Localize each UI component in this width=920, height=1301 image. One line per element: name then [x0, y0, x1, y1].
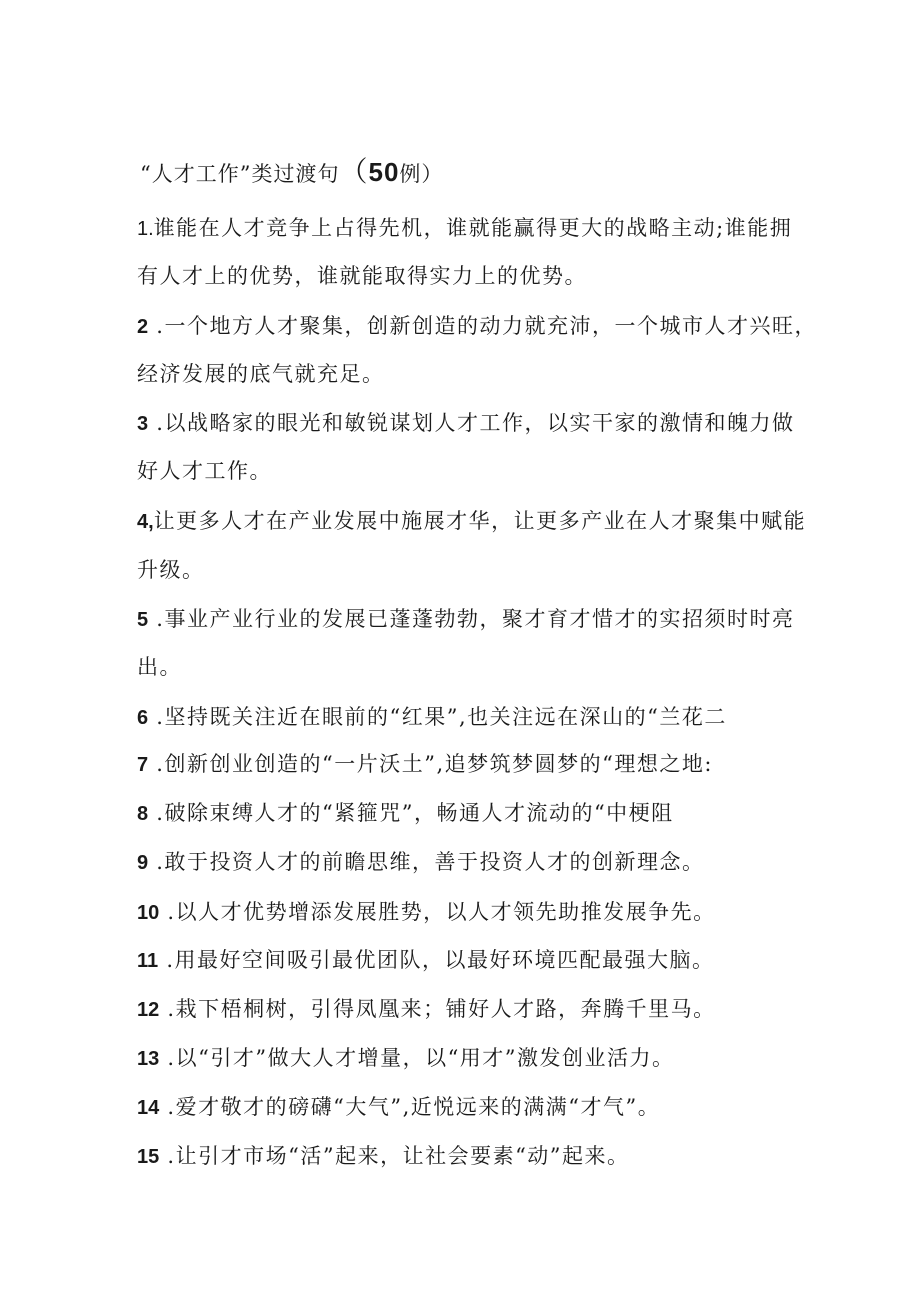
item-text: .以人才优势增添发展胜势，以人才领先助推发展争先。 — [159, 900, 716, 924]
item-text: .事业产业行业的发展已蓬蓬勃勃，聚才育才惜才的实招须时时亮 — [148, 607, 795, 631]
item-text: .一个地方人才聚集，创新创造的动力就充沛，一个城市人才兴旺， — [148, 314, 817, 338]
item-number: 14 — [137, 1097, 160, 1119]
list-item-line — [137, 993, 716, 1023]
list-item-line — [137, 505, 806, 535]
document-title — [140, 150, 443, 190]
item-text: .敢于投资人才的前瞻思维，善于投资人才的创新理念。 — [148, 850, 705, 874]
list-item-line — [137, 846, 704, 876]
item-text: 谁能在人才竞争上占得先机，谁就能赢得更大的战略主动;谁能拥 — [153, 216, 793, 240]
list-item-line — [137, 310, 817, 340]
list-item-line — [137, 260, 587, 290]
item-number: 7 — [137, 754, 149, 776]
title-open-paren: （ — [339, 155, 369, 188]
list-item-line — [137, 455, 272, 485]
item-text: .坚持既关注近在眼前的“红果”,也关注远在深山的“兰花二 — [148, 705, 727, 729]
item-text: 经济发展的底气就充足。 — [137, 362, 385, 386]
title-suffix: 例） — [399, 162, 444, 186]
item-number: 11 — [137, 950, 159, 972]
item-number: 8 — [137, 803, 149, 825]
list-item-line — [137, 407, 794, 437]
item-number: 15 — [137, 1146, 160, 1168]
item-number: 9 — [137, 852, 149, 874]
item-number: 3 — [137, 413, 149, 435]
item-text: .创新创业创造的“一片沃土”,追梦筑梦圆梦的“理想之地: — [148, 752, 713, 776]
title-count: 50 — [368, 157, 400, 187]
item-text: .以战略家的眼光和敏锐谋划人才工作，以实干家的激情和魄力做 — [148, 411, 795, 435]
item-text: .破除束缚人才的“紧箍咒”，畅通人才流动的“中梗阻 — [148, 801, 674, 825]
item-number: 10 — [137, 902, 160, 924]
item-number: 2 — [137, 316, 149, 338]
item-number: 6 — [137, 707, 149, 729]
list-item-line — [137, 603, 794, 633]
item-text: .以“引才”做大人才增量，以“用才”激发创业活力。 — [159, 1046, 675, 1070]
list-item-line — [137, 554, 205, 584]
list-item-line — [137, 1042, 675, 1072]
title-text: “人才工作”类过渡句 — [140, 162, 340, 186]
item-text: .爱才敬才的磅礴“大气”,近悦远来的满满“才气”。 — [159, 1095, 661, 1119]
item-text: .栽下梧桐树，引得凤凰来；铺好人才路，奔腾千里马。 — [159, 997, 716, 1021]
item-number: 12 — [137, 999, 160, 1021]
list-item-line — [137, 358, 385, 388]
list-item-line — [137, 797, 674, 827]
list-item-line — [137, 701, 727, 731]
item-number: 5 — [137, 609, 149, 631]
list-item-line — [137, 1091, 660, 1121]
item-text: .让引才市场“活”起来，让社会要素“动”起来。 — [159, 1144, 630, 1168]
list-item-line — [137, 1140, 630, 1170]
list-item-line — [137, 748, 713, 778]
item-text: .用最好空间吸引最优团队，以最好环境匹配最强大脑。 — [158, 948, 715, 972]
item-text: 让更多人才在产业发展中施展才华，让更多产业在人才聚集中赋能 — [153, 509, 807, 533]
item-number: 4, — [137, 511, 154, 533]
list-item-line — [137, 212, 792, 242]
item-text: 出。 — [137, 655, 182, 679]
item-text: 升级。 — [137, 558, 205, 582]
list-item-line — [137, 651, 182, 681]
list-item-line — [137, 944, 715, 974]
item-number: 1. — [137, 218, 154, 240]
item-number: 13 — [137, 1048, 160, 1070]
item-text: 有人才上的优势，谁就能取得实力上的优势。 — [137, 264, 587, 288]
item-text: 好人才工作。 — [137, 459, 272, 483]
list-item-line — [137, 896, 716, 926]
